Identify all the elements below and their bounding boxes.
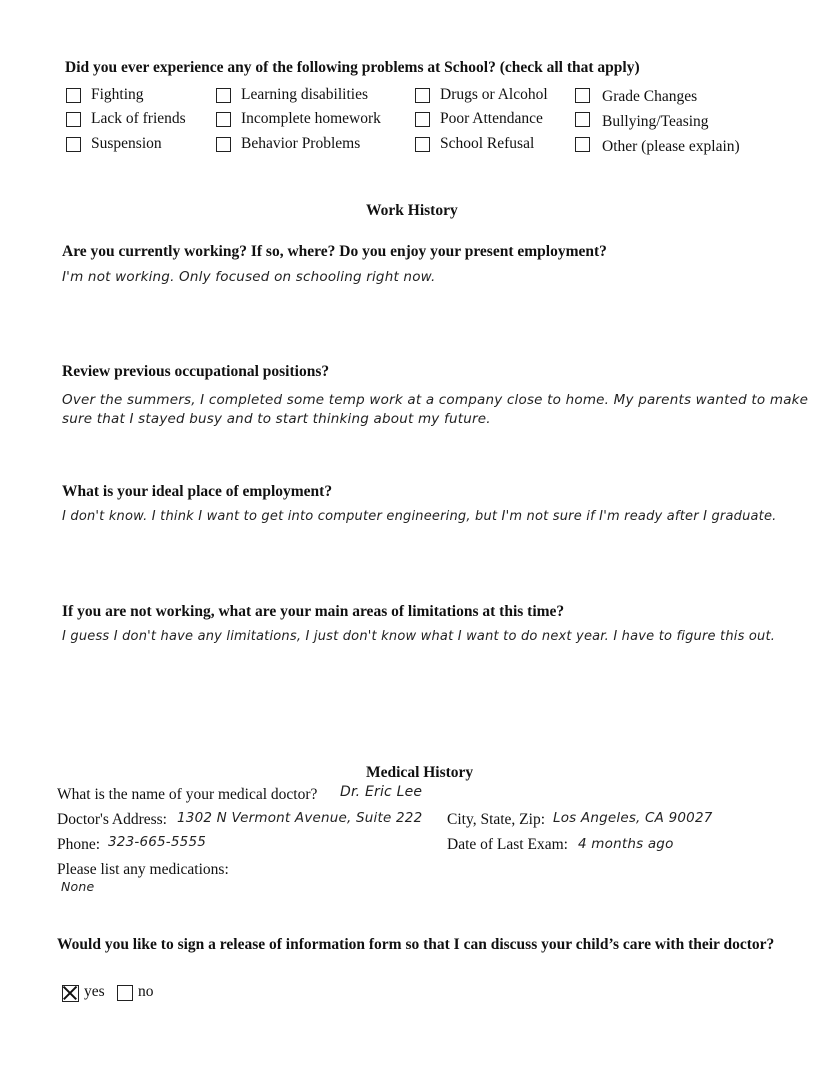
option-label: Suspension bbox=[91, 135, 162, 152]
option-label: School Refusal bbox=[440, 135, 535, 152]
work-question-1: Are you currently working? If so, where? Do you enjoy your present employment? bbox=[62, 243, 607, 260]
work-answer-4[interactable]: I guess I don't have any limitations, I just don't know what I want to do next year. I have to figure this out. bbox=[62, 629, 776, 644]
option-label: Behavior Problems bbox=[241, 135, 361, 152]
work-question-4: If you are not working, what are your main areas of limitations at this time? bbox=[62, 603, 565, 620]
option-label: Lack of friends bbox=[91, 110, 186, 127]
option-label: Other (please explain) bbox=[602, 138, 740, 155]
release-yes-label: yes bbox=[84, 983, 105, 1000]
city-state-zip-label: City, State, Zip: bbox=[447, 811, 546, 828]
work-history-heading: Work History bbox=[366, 202, 458, 219]
doctor-name-label: What is the name of your medical doctor? bbox=[57, 786, 318, 803]
option-label: Drugs or Alcohol bbox=[440, 86, 548, 103]
school-question: Did you ever experience any of the following problems at School? (check all that apply) bbox=[65, 59, 640, 76]
checkbox-suspension[interactable] bbox=[66, 137, 81, 152]
option-label: Bullying/Teasing bbox=[602, 113, 709, 130]
checkbox-bullying-teasing[interactable] bbox=[575, 112, 590, 127]
checkbox-behavior-problems[interactable] bbox=[216, 137, 231, 152]
work-answer-1[interactable]: I'm not working. Only focused on schooling right now. bbox=[62, 269, 436, 285]
checkbox-other[interactable] bbox=[575, 137, 590, 152]
doctor-name-value[interactable]: Dr. Eric Lee bbox=[340, 784, 423, 800]
city-state-zip-value[interactable]: Los Angeles, CA 90027 bbox=[553, 810, 713, 826]
last-exam-value[interactable]: 4 months ago bbox=[578, 836, 674, 852]
option-label: Learning disabilities bbox=[241, 86, 368, 103]
checkbox-drugs-alcohol[interactable] bbox=[415, 88, 430, 103]
option-label: Poor Attendance bbox=[440, 110, 543, 127]
option-label: Fighting bbox=[91, 86, 144, 103]
release-no-label: no bbox=[138, 983, 154, 1000]
work-answer-3[interactable]: I don't know. I think I want to get into computer engineering, but I'm not sure if I'm ready after I graduate. bbox=[62, 509, 777, 524]
checkbox-school-refusal[interactable] bbox=[415, 137, 430, 152]
medical-history-heading: Medical History bbox=[366, 764, 474, 781]
checkbox-fighting[interactable] bbox=[66, 88, 81, 103]
doctor-address-value[interactable]: 1302 N Vermont Avenue, Suite 222 bbox=[177, 810, 423, 826]
checkbox-grade-changes[interactable] bbox=[575, 88, 590, 103]
work-answer-2-line-1[interactable]: Over the summers, I completed some temp work at a company close to home. My parents wanted to make bbox=[62, 392, 809, 408]
checkbox-poor-attendance[interactable] bbox=[415, 112, 430, 127]
phone-value[interactable]: 323-665-5555 bbox=[108, 834, 207, 850]
work-question-3: What is your ideal place of employment? bbox=[62, 483, 333, 500]
work-answer-2-line-2[interactable]: sure that I stayed busy and to start thinking about my future. bbox=[62, 411, 491, 427]
release-no-checkbox[interactable] bbox=[117, 985, 133, 1001]
release-question: Would you like to sign a release of information form so that I can discuss your child’s care with their doctor? bbox=[57, 936, 775, 953]
release-yes-checkbox[interactable] bbox=[62, 985, 79, 1002]
medications-value[interactable]: None bbox=[61, 879, 95, 894]
doctor-address-label: Doctor's Address: bbox=[57, 811, 167, 828]
checkbox-incomplete-homework[interactable] bbox=[216, 112, 231, 127]
checkbox-lack-of-friends[interactable] bbox=[66, 112, 81, 127]
option-label: Incomplete homework bbox=[241, 110, 381, 127]
medications-label: Please list any medications: bbox=[57, 861, 229, 878]
option-label: Grade Changes bbox=[602, 88, 698, 105]
phone-label: Phone: bbox=[57, 836, 101, 853]
last-exam-label: Date of Last Exam: bbox=[447, 836, 568, 853]
work-question-2: Review previous occupational positions? bbox=[62, 363, 330, 380]
checkbox-learning-disabilities[interactable] bbox=[216, 88, 231, 103]
